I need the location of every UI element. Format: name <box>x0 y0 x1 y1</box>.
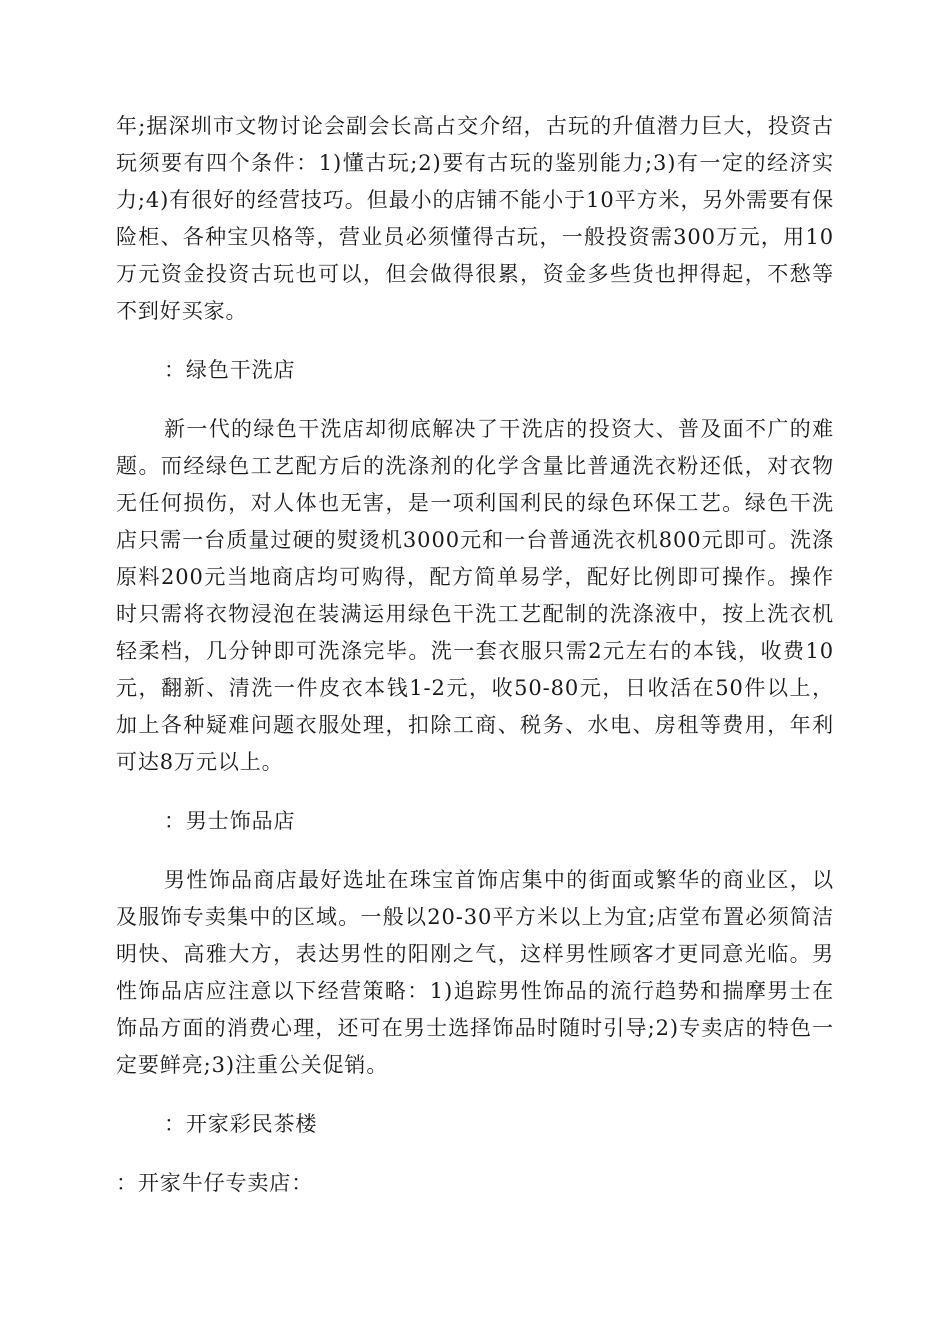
spacer <box>116 1084 834 1106</box>
heading-lottery-teahouse: ：开家彩民茶楼 <box>164 1112 318 1136</box>
document-page <box>116 108 834 1202</box>
spacer <box>116 389 834 411</box>
spacer <box>116 330 834 352</box>
paragraph-antiques: 年;据深圳市文物讨论会副会长高占交介绍，古玩的升值潜力巨大，投资古玩须要有四个条件：1)懂古玩;2)要有古玩的鉴别能力;3)有一定的经济实力;4)有很好的经营技巧。但最小的店铺不能小于10平方米，另外需要有保险柜、各种宝贝格等，营业员必须懂得古玩，一般投资需300万元，用10万元资金投资古玩也可以，但会做得很累，资金多些货也押得起，不愁等不到好买家。 <box>116 114 834 323</box>
spacer <box>116 1143 834 1165</box>
heading-mens-accessories: ：男士饰品店 <box>164 809 296 833</box>
heading-jeans-store: ：开家牛仔专卖店： <box>116 1171 314 1195</box>
paragraph-mens-accessories: 男性饰品商店最好选址在珠宝首饰店集中的街面或繁华的商业区，以及服饰专卖集中的区域。一般以20-30平方米以上为宜;店堂布置必须简洁明快、高雅大方，表达男性的阳刚之气，这样男性顾客才更同意光临。男性饰品店应注意以下经营策略：1)追踪男性饰品的流行趋势和揣摩男士在饰品方面的消费心理，还可在男士选择饰品时随时引导;2)专卖店的特色一定要鲜亮;3)注重公关促销。 <box>116 868 834 1077</box>
spacer <box>116 781 834 803</box>
paragraph-dry-cleaner: 新一代的绿色干洗店却彻底解决了干洗店的投资大、普及面不广的难题。而经绿色工艺配方后的洗涤剂的化学含量比普通洗衣粉还低，对衣物无任何损伤，对人体也无害，是一项利国利民的绿色环保工艺。绿色干洗店只需一台质量过硬的熨烫机3000元和一台普通洗衣机800元即可。洗涤原料200元当地商店均可购得，配方简单易学，配好比例即可操作。操作时只需将衣物浸泡在装满运用绿色干洗工艺配制的洗涤液中，按上洗衣机轻柔档，几分钟即可洗涤完毕。洗一套衣服只需2元左右的本钱，收费10元，翻新、清洗一件皮衣本钱1-2元，收50-80元，日收活在50件以上，加上各种疑难问题衣服处理，扣除工商、税务、水电、房租等费用，年利可达8万元以上。 <box>116 417 834 774</box>
spacer <box>116 840 834 862</box>
heading-green-dry-cleaner: ：绿色干洗店 <box>164 358 296 382</box>
